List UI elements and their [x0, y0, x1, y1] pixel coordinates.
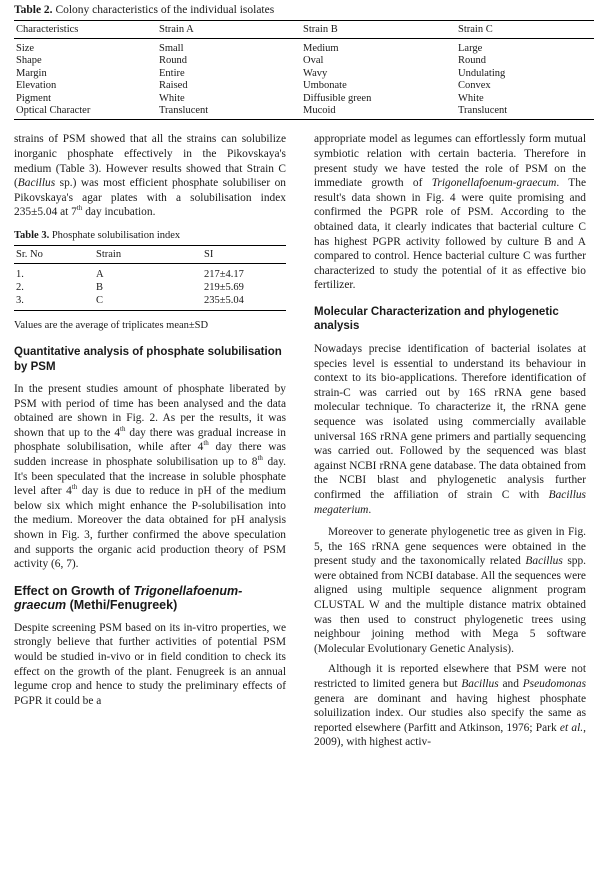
table-2-caption-text: Colony characteristics of the individual isolates — [55, 4, 275, 16]
table-2-cell-0-1: Small — [159, 43, 184, 54]
right-paragraph-3: Moreover to generate phylogenetic tree as given in Fig. 5, the 16S rRNA gene sequences were obtained in the present study and the taxonomically related Bacillus spp. were obtained from NCBI database. All the sequences were aligned using multiple sequence alignment program CLUSTAL W and the multiple distance matrix obtained was then used to construct phylogenetic trees using neighbour joining method with Mega 5 software (Molecular Evolutionary Genetic Analysis). — [314, 526, 586, 655]
heading-effect-species: Trigonellafoenum-graecum — [14, 583, 243, 613]
left-paragraph-3: Despite screening PSM based on its in-vitro properties, we strongly believe that further activities of potential PSM would be studied in-vivo or in field condition to check its effect on the growth of the plant. Fenugreek is an annual legume crop and hence to study the preliminary effects of PGPR it could be a — [14, 621, 286, 707]
table-row — [14, 105, 594, 120]
table-2-cell-1-1: Round — [159, 55, 188, 67]
table-2-label: Table 2. — [14, 4, 53, 16]
table-3-cell-1-0: 2. — [16, 282, 24, 293]
table-2-cell-2-1: Entire — [159, 67, 185, 79]
table-2-cell-4-1: White — [159, 92, 185, 104]
right-paragraph-2: Nowadays precise identification of bacterial isolates at species level is essential to understand its behaviour in context to its bio-applications. Therefore identification of strain-C was carried out by 16S rRNA gene based molecular technique. To characterize it, the rRNA gene sequence was isolated using commercially available universal 16S rRNA gene primers and partially sequencing was carried out. Followed by the sequenced was blast against NCBI rRNA gene database. The data obtained from the NCBI blast and phylogenetic analysis further confirmed the affiliation of strain C with Bacillus megaterium. — [314, 342, 586, 516]
table-2-cell-4-0: Pigment — [16, 92, 52, 104]
table-2-cell-1-2: Oval — [303, 55, 324, 67]
phosphate-solubilisation-table — [14, 245, 286, 311]
table-2-header-3: Strain C — [456, 21, 594, 39]
table-3-caption-text: Phosphate solubilisation index — [51, 230, 181, 241]
table-3-cell-2-0: 3. — [14, 294, 94, 311]
table-2-cell-5-2: Mucoid — [301, 105, 456, 120]
table-2-cell-2-0: Margin — [16, 67, 47, 79]
right-paragraph-1: appropriate model as legumes can effortlessly form mutual symbiotic relation with certain bacteria. Therefore in present study we have tested the role of PSM on the immediate growth of Trigonellafoenum-graecum. The result's data shown in Fig. 4 were quite promising and confirmed the PGPR role of PSM. According to the obtained data, it clearly indicates that bacterial culture C has highest PGPR activity followed by culture B and A compared to control. Hence bacterial culture C was further characterized to study the potential of it as effective bio fertilizer. — [314, 133, 586, 292]
table-3-cell-0-2: 217±4.17 — [204, 269, 244, 280]
table-2 — [14, 4, 594, 120]
paper-page — [14, 4, 594, 872]
table-row — [14, 93, 594, 105]
table-2-cell-3-2: Umbonate — [303, 80, 347, 92]
table-2-cell-5-3: Translucent — [456, 105, 594, 120]
table-row — [14, 68, 594, 80]
table-3-body — [14, 264, 286, 311]
table-3-header-row — [14, 246, 286, 264]
table-2-header-0: Characteristics — [14, 21, 157, 39]
table-2-cell-0-3: Large — [458, 43, 483, 54]
left-paragraph-2: In the present studies amount of phosphate liberated by PSM with period of time has been analysed and the data obtained are shown in Fig. 2. As per the results, it was shown that up to the 4th day there was gradual increase in phosphate solubilisation, while after 4th day there was sudden increase in phosphate solubilisation up to 8th day. It's been speculated that the increase in soluble phosphate level after 4th day is due to reduce in pH of the medium below six which might enhance the P-solubilisation into the medium. Moreover the data obtained for pH analysis shown in Fig. 3, further confirmed the above speculation and supports the organic acid production theory of PSM activity (6, 7). — [14, 383, 287, 571]
table-3-label: Table 3. — [14, 230, 50, 241]
heading-molecular-characterization: Molecular Characterization and phylogenetic analysis — [314, 305, 559, 333]
table-row — [14, 39, 594, 56]
table-row — [14, 80, 594, 92]
table-2-cell-0-0: Size — [16, 43, 35, 54]
table-3-cell-1-1: B — [96, 282, 104, 293]
table-2-header-row — [14, 21, 594, 39]
table-3-cell-2-1: C — [94, 294, 202, 311]
table-2-cell-0-2: Medium — [303, 43, 339, 54]
table-3-cell-0-1: A — [96, 269, 104, 280]
table-2-body — [14, 39, 594, 120]
right-paragraph-4: Although it is reported elsewhere that PSM were not restricted to limited genera but Bacillus and Pseudomonas genera are dominant and having highest phosphate soluilization index. Our studies also specify the same as reported elsewhere (Parfitt and Atkinson, 1976; Park et al., 2009), with highest activ- — [314, 663, 586, 749]
right-column — [314, 132, 586, 750]
table-3-header-2: SI — [202, 246, 286, 264]
table-2-cell-3-3: Convex — [458, 80, 491, 92]
table-3-cell-0-0: 1. — [16, 269, 24, 280]
table-2-cell-5-0: Optical Character — [14, 105, 157, 120]
table-2-header-1: Strain A — [157, 21, 301, 39]
table-2-caption — [14, 4, 594, 16]
table-3-cell-2-2: 235±5.04 — [202, 294, 286, 311]
table-2-cell-1-0: Shape — [16, 55, 42, 67]
table-3 — [14, 230, 286, 331]
table-2-cell-1-3: Round — [458, 55, 487, 67]
table-2-cell-3-1: Raised — [159, 80, 188, 92]
heading-effect-suffix: (Methi/Fenugreek) — [66, 598, 178, 613]
table-3-note: Values are the average of triplicates mean±SD — [14, 320, 209, 331]
table-3-header-1: Strain — [94, 246, 202, 264]
table-2-cell-3-0: Elevation — [16, 80, 57, 92]
heading-quantitative-analysis: Quantitative analysis of phosphate solubilisation by PSM — [14, 346, 282, 373]
table-3-caption — [14, 230, 286, 241]
table-2-cell-4-3: White — [458, 92, 484, 104]
table-row — [14, 55, 594, 67]
two-column-body — [14, 132, 594, 872]
colony-characteristics-table — [14, 20, 594, 120]
table-2-cell-2-2: Wavy — [303, 67, 328, 79]
table-row — [14, 281, 286, 294]
heading-effect-on-growth — [14, 584, 286, 613]
table-row — [14, 264, 286, 282]
table-2-cell-5-1: Translucent — [157, 105, 301, 120]
heading-effect-prefix: Effect on Growth of — [14, 583, 134, 598]
table-2-cell-4-2: Diffusible green — [303, 92, 372, 104]
table-3-cell-1-2: 219±5.69 — [204, 282, 244, 293]
table-2-header-2: Strain B — [301, 21, 456, 39]
left-paragraph-1: strains of PSM showed that all the strains can solubilize inorganic phosphate effectively in the Pikovskaya's medium (Table 3). However results showed that Strain C (Bacillus sp.) was most efficient phosphate solubiliser on Pikovskaya's agar plates with a solubilisation index 235±5.04 at 7th day incubation. — [14, 133, 286, 219]
table-2-cell-2-3: Undulating — [458, 67, 506, 79]
table-row — [14, 294, 286, 311]
table-3-header-0: Sr. No — [14, 246, 94, 264]
left-column — [14, 132, 286, 708]
